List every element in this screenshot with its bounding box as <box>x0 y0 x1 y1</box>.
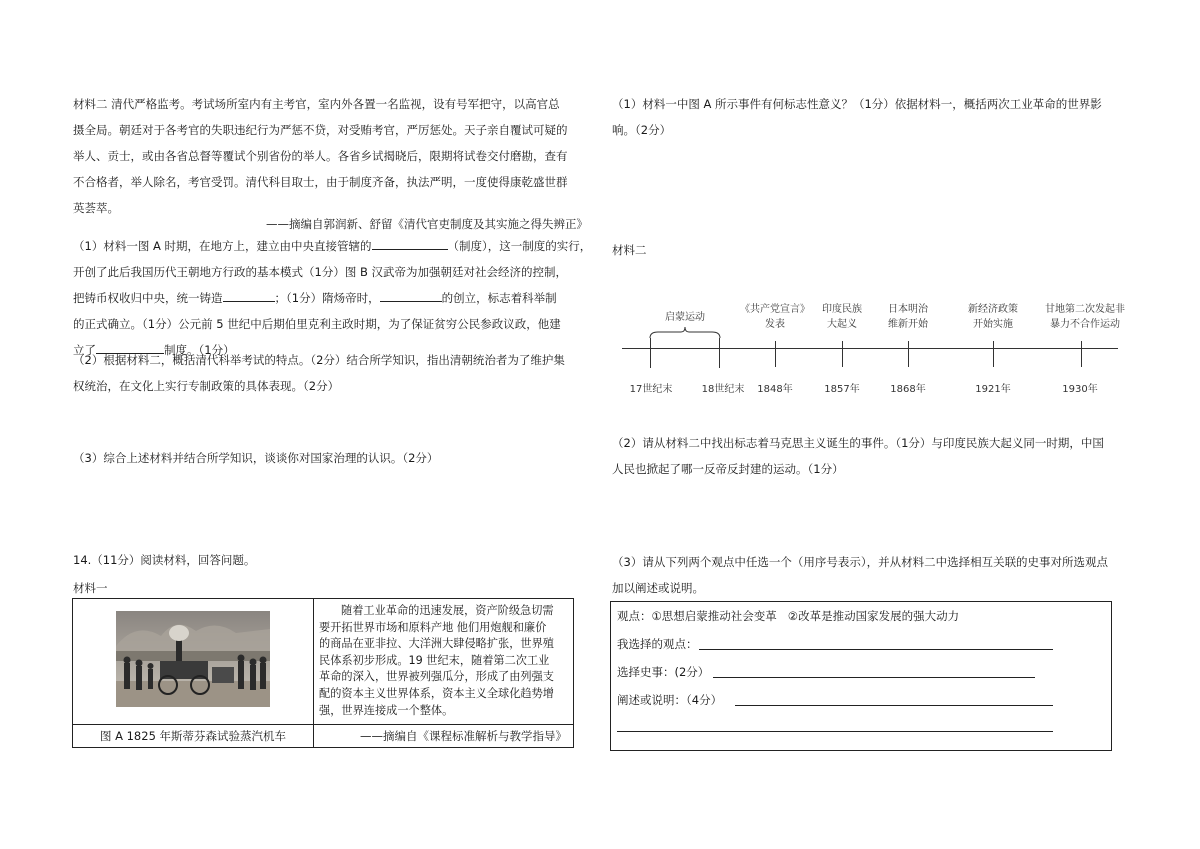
select-events-label: 选择史事：(2分） <box>617 665 710 679</box>
event-line: 大起义 <box>827 319 857 330</box>
year-17c: 17世纪末 <box>629 384 673 395</box>
event-line: 发表 <box>765 319 785 330</box>
question-3: （3）综合上述材料并结合所学知识，谈谈你对国家治理的认识。（2分） <box>73 451 439 465</box>
event-line: 印度民族 <box>822 304 862 315</box>
rq2-text: 人民也掀起了哪一反帝反封建的运动。（1分） <box>612 462 844 476</box>
material2-source: ——摘编自郭润新、舒留《清代官吏制度及其实施之得失辨正》 <box>266 217 588 231</box>
material2-line: 举人、贡士，或由各省总督等覆试个别省份的举人。各省乡试揭晓后，限期将试卷交付磨勘，查有 <box>73 149 568 163</box>
answer-box <box>610 601 1112 751</box>
rq2-text: （2）请从材料二中找出标志着马克思主义诞生的事件。（1分）与印度民族大起义同一时期，中国 <box>612 436 1104 450</box>
figure-caption: 图 A 1825 年斯蒂芬森试验蒸汽机车 <box>99 729 287 743</box>
timeline-axis <box>622 348 1118 349</box>
my-view-answer-line[interactable] <box>699 649 1053 650</box>
material2-label: 材料二 <box>612 243 647 257</box>
material1-line: 配的资本主义世界体系，资本主义全球化趋势增 <box>319 686 554 700</box>
event-line: 新经济政策 <box>968 304 1018 315</box>
material1-line: 的商品在亚非拉、大洋洲大肆侵略扩张，世界殖 <box>319 637 554 651</box>
steam-locomotive-image <box>116 611 270 707</box>
explain-answer-line[interactable] <box>735 705 1053 706</box>
material1-line: 革命的深入，世界被列强瓜分，形成了由列强支 <box>319 670 554 684</box>
year-1921: 1921年 <box>975 384 1011 395</box>
timeline-tick <box>719 338 720 368</box>
material1-line: 要开拓世界市场和原料产地 他们用炮舰和廉价 <box>319 620 547 634</box>
event-new-economic-policy <box>948 302 1038 332</box>
material2-line: 英荟萃。 <box>73 201 119 215</box>
timeline-tick <box>775 341 776 367</box>
q1-text: （1）材料一图 A 时期，在地方上，建立由中央直接管辖的 <box>73 239 372 253</box>
q1-text: ；（1分）隋炀帝时， <box>274 291 380 305</box>
material1-text <box>319 603 571 719</box>
material1-line: 民体系初步形成。19 世纪末，随着第二次工业 <box>319 653 550 667</box>
viewpoints: 观点：①思想启蒙推动社会变革 ②改革是推动国家发展的强大动力 <box>617 609 960 623</box>
q2-text: 权统治，在文化上实行专制政策的具体表现。（2分） <box>73 379 340 393</box>
timeline-tick <box>993 341 994 367</box>
right-question-2 <box>612 430 1132 482</box>
question-2 <box>73 347 598 399</box>
year-1868: 1868年 <box>890 384 926 395</box>
rq3-text: （3）请从下列两个观点中任选一个（用序号表示），并从材料二中选择相互关联的史事对所选观点 <box>612 555 1109 569</box>
material2-line: 不合格者，举人除名，考官受罚。清代科目取士，由于制度齐备，执法严明，一度使得康乾盛世群 <box>73 175 568 189</box>
event-line: 维新开始 <box>888 319 928 330</box>
year-1930: 1930年 <box>1062 384 1098 395</box>
answer-blank[interactable] <box>372 237 448 250</box>
event-meiji-restoration <box>868 302 948 332</box>
question-14-title: 14.（11分）阅读材料，回答问题。 <box>73 553 256 567</box>
event-non-cooperation <box>1030 302 1140 332</box>
question-1 <box>73 233 598 363</box>
q1-text: 立了 <box>73 343 96 357</box>
timeline-tick <box>650 338 651 368</box>
material2-line: 材料二 清代严格监考。考试场所室内有主考官，室内外各置一名监视，设有号军把守，以高官总 <box>73 97 560 111</box>
rq3-text: 加以阐述或说明。 <box>612 581 704 595</box>
year-1857: 1857年 <box>824 384 860 395</box>
enlightenment-brace <box>648 326 722 340</box>
event-line: 日本明治 <box>888 304 928 315</box>
q2-text: （2）根据材料二，概括清代科举考试的特点。（2分）结合所学知识，指出清朝统治者为了维护集 <box>73 353 565 367</box>
table-divider <box>73 724 573 725</box>
material1-line: 强，世界连接成一个整体。 <box>319 703 454 717</box>
event-line: 暴力不合作运动 <box>1050 319 1120 330</box>
year-18c: 18世纪末 <box>701 384 745 395</box>
answer-blank[interactable] <box>380 289 442 302</box>
q1-text: （制度），这一制度的实行， <box>447 239 592 253</box>
timeline-tick <box>908 341 909 367</box>
explain-answer-line-2[interactable] <box>617 731 1053 732</box>
material2-line: 摄全局。朝廷对于各考官的失职违纪行为严惩不贷，对受贿考官，严厉惩处。天子亲自覆试可疑的 <box>73 123 568 137</box>
event-line: 开始实施 <box>973 319 1013 330</box>
right-question-3 <box>612 549 1132 601</box>
q1-text: 开创了此后我国历代王朝地方行政的基本模式（1分）图 B 汉武帝为加强朝廷对社会经济的控制， <box>73 265 568 279</box>
answer-blank[interactable] <box>223 289 275 302</box>
material1-table <box>72 598 574 748</box>
material1-source: ——摘编自《课程标准解析与教学指导》 <box>360 729 567 743</box>
event-line: 《共产党宣言》 <box>740 304 810 315</box>
event-line: 甘地第二次发起非 <box>1045 304 1125 315</box>
my-view-label: 我选择的观点： <box>617 637 698 651</box>
rq1-text: （1）材料一中图 A 所示事件有何标志性意义？（1分）依据材料一，概括两次工业革命的世界影 <box>612 97 1102 111</box>
explain-label: 阐述或说明：（4分） <box>617 693 723 707</box>
timeline-tick <box>842 341 843 367</box>
year-1848: 1848年 <box>757 384 793 395</box>
material2-paragraph <box>73 91 593 221</box>
material1-label: 材料一 <box>73 581 108 595</box>
events-answer-line[interactable] <box>713 677 1035 678</box>
q1-text: 制度。（1分） <box>164 343 235 357</box>
right-question-1 <box>612 91 1132 143</box>
q1-text: 的创立，标志着科举制 <box>441 291 557 305</box>
q1-text: 把铸币权收归中央，统一铸造 <box>73 291 223 305</box>
event-enlightenment: 启蒙运动 <box>665 312 705 323</box>
material1-line: 随着工业革命的迅速发展，资产阶级急切需 <box>341 604 554 617</box>
timeline-tick <box>1081 341 1082 367</box>
rq1-text: 响。（2分） <box>612 123 672 137</box>
q1-text: 的正式确立。（1分）公元前 5 世纪中后期伯里克利主政时期，为了保证贫穷公民参政议政，他建 <box>73 317 561 331</box>
